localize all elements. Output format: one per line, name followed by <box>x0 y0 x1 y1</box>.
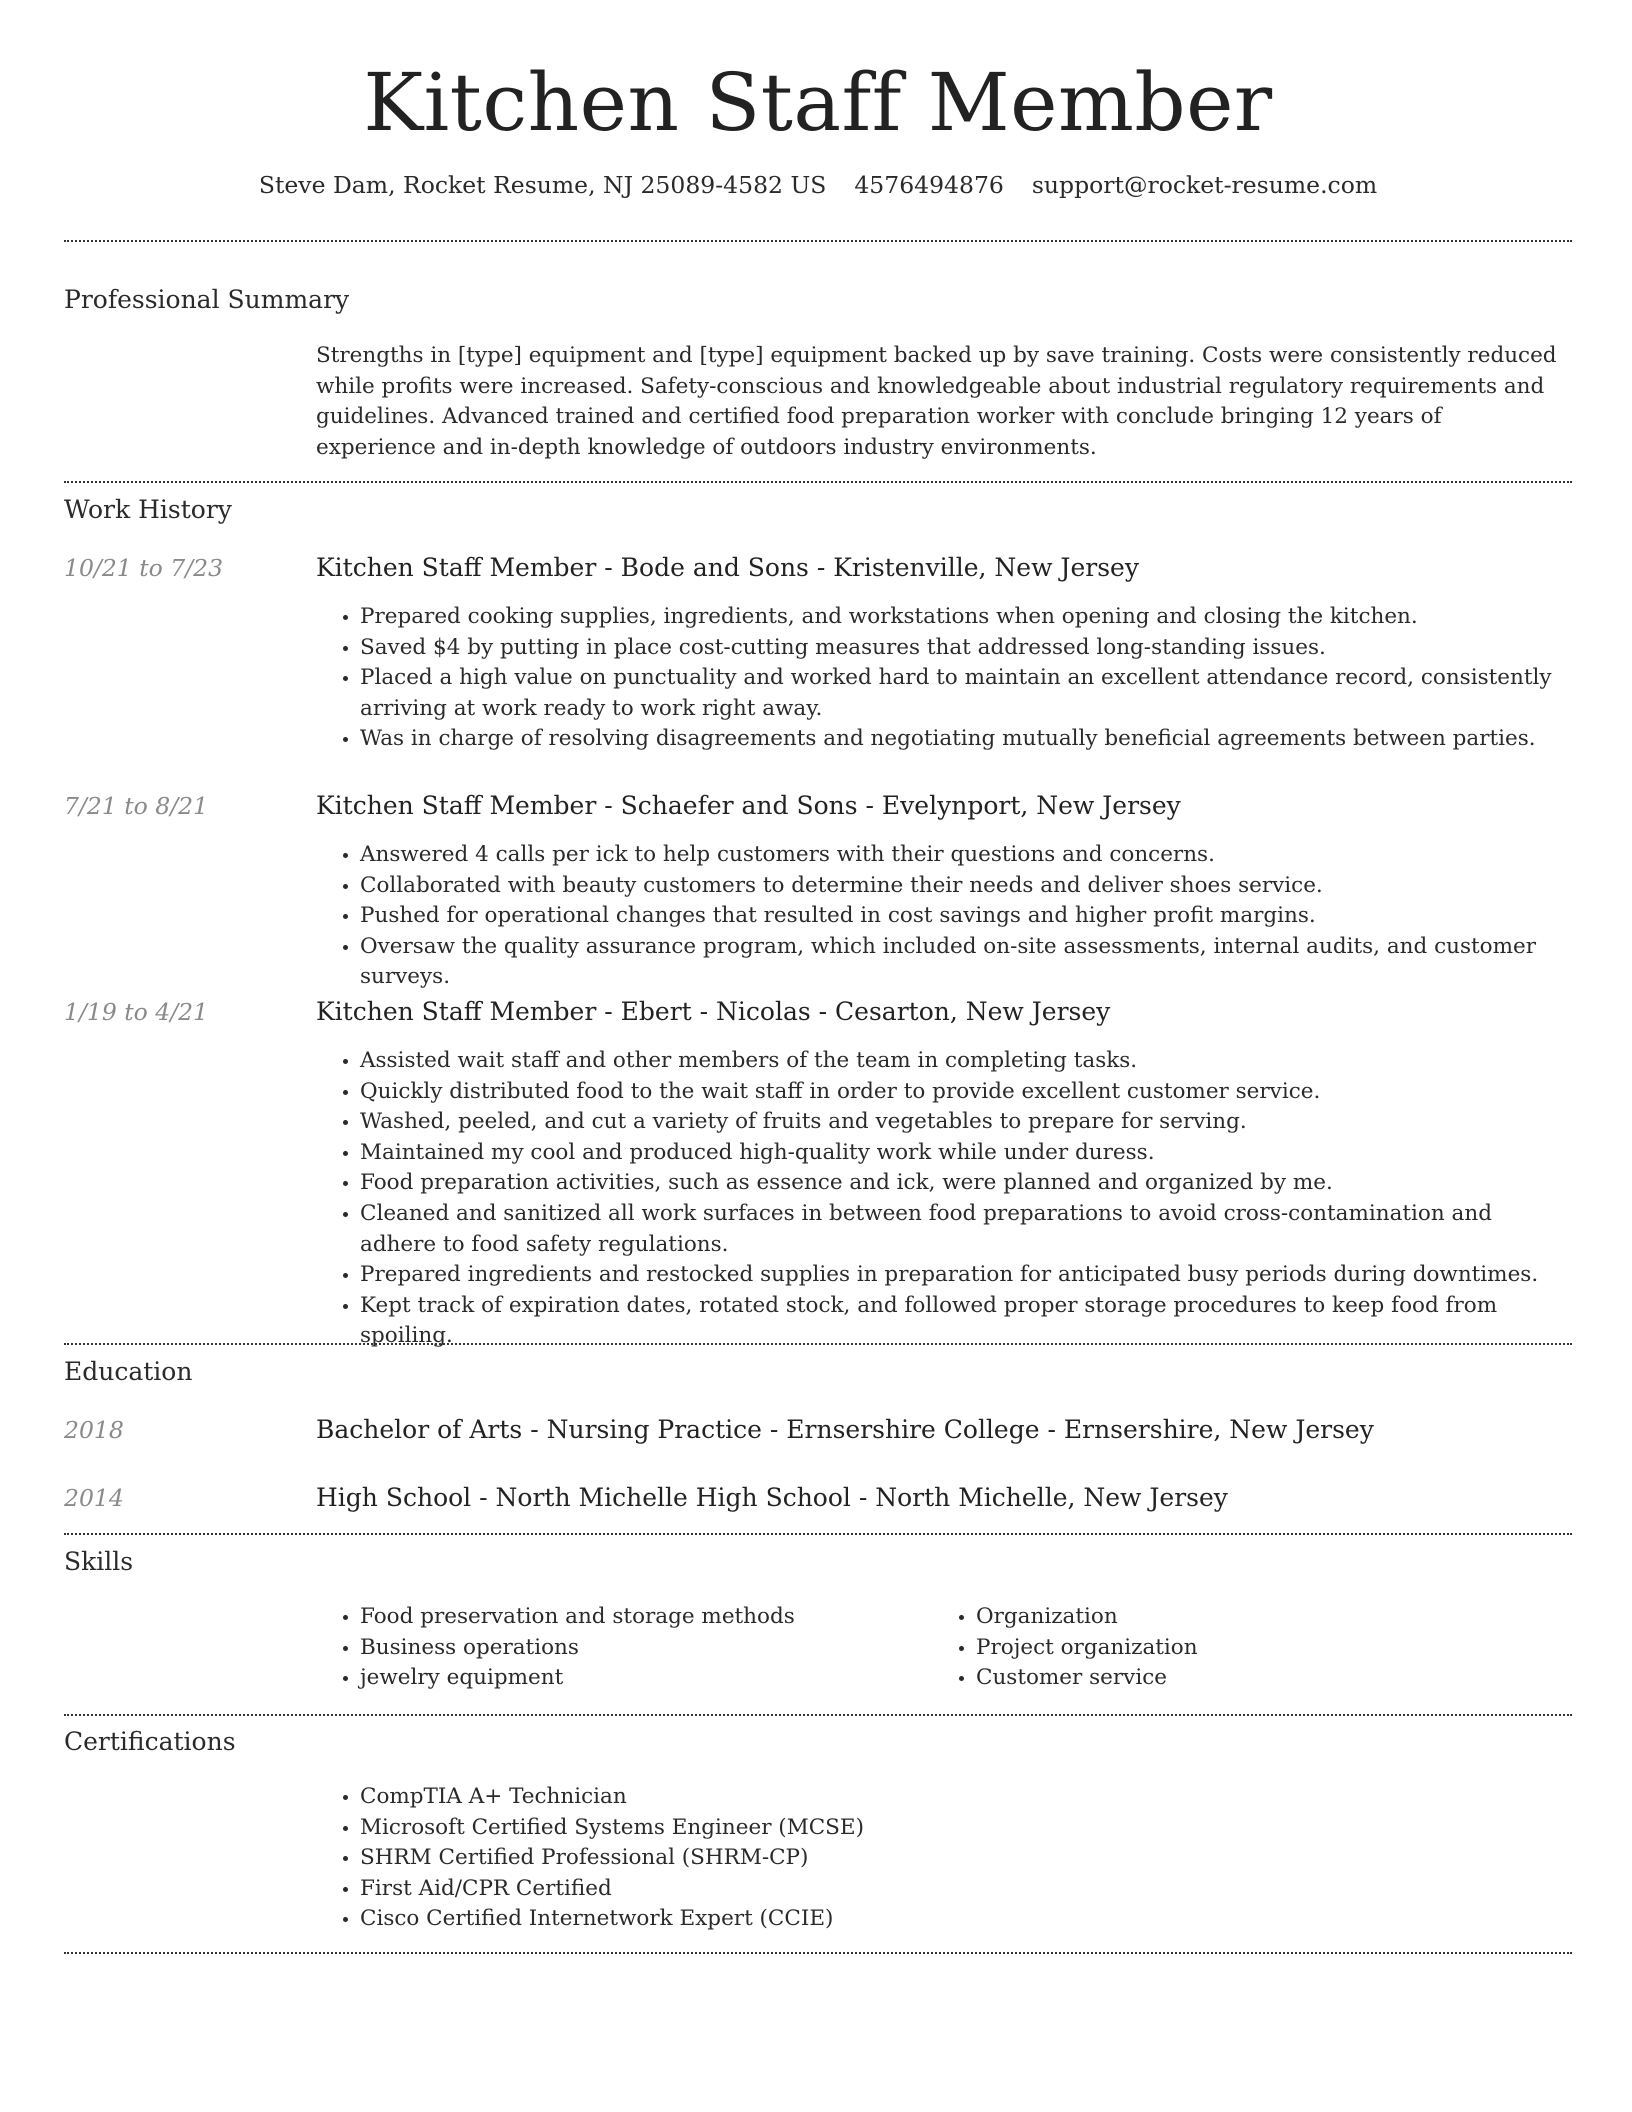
list-item: • Maintained my cool and produced high-quality work while under duress. <box>360 1138 1572 1169</box>
list-item: • Quickly distributed food to the wait staff in order to provide excellent customer service. <box>360 1077 1572 1108</box>
divider <box>64 240 1572 242</box>
list-item: • Washed, peeled, and cut a variety of fruits and vegetables to prepare for serving. <box>360 1107 1572 1138</box>
education-year: 2018 <box>64 1416 124 1444</box>
list-item: • Prepared cooking supplies, ingredients, and workstations when opening and closing the kitchen. <box>360 602 1572 633</box>
education-heading <box>316 1481 1228 1515</box>
education-school: - North Michelle High School - North Michelle, New Jersey <box>471 1483 1228 1512</box>
certifications-list <box>316 1782 1572 1935</box>
job-employer: - Ebert - Nicolas - Cesarton, New Jersey <box>596 997 1111 1026</box>
divider <box>64 481 1572 483</box>
contact-email[interactable]: support@rocket-resume.com <box>1031 171 1378 199</box>
job-role: Kitchen Staff Member <box>316 553 597 582</box>
education-year: 2014 <box>64 1484 124 1512</box>
list-item: • Pushed for operational changes that resulted in cost savings and higher profit margins. <box>360 901 1572 932</box>
list-item: • Microsoft Certified Systems Engineer (MCSE) <box>360 1813 1572 1844</box>
list-item: • Kept track of expiration dates, rotated stock, and followed proper storage procedures to keep food from spoiling. <box>360 1291 1572 1352</box>
list-item: • Project organization <box>976 1633 1532 1664</box>
job-bullets <box>316 602 1572 755</box>
list-item: • Was in charge of resolving disagreements and negotiating mutually beneficial agreements between parties. <box>360 724 1572 755</box>
job-dates: 7/21 to 8/21 <box>64 792 209 820</box>
list-item: • Food preservation and storage methods <box>360 1602 916 1633</box>
list-item: • CompTIA A+ Technician <box>360 1782 1572 1813</box>
list-item: • Answered 4 calls per ick to help customers with their questions and concerns. <box>360 840 1572 871</box>
job-dates: 1/19 to 4/21 <box>64 998 209 1026</box>
resume-title: Kitchen Staff Member <box>363 56 1273 149</box>
contact-line <box>64 168 1572 202</box>
list-item: • Food preparation activities, such as essence and ick, were planned and organized by me. <box>360 1168 1572 1199</box>
job-role: Kitchen Staff Member <box>316 997 597 1026</box>
divider <box>64 1343 1572 1345</box>
job-employer: - Bode and Sons - Kristenville, New Jersey <box>596 553 1139 582</box>
list-item: • jewelry equipment <box>360 1663 916 1694</box>
list-item: • Cisco Certified Internetwork Expert (CCIE) <box>360 1904 1572 1935</box>
list-item: • Assisted wait staff and other members of the team in completing tasks. <box>360 1046 1572 1077</box>
list-item: • Cleaned and sanitized all work surfaces in between food preparations to avoid cross-contamination and adhere to food safety regulations. <box>360 1199 1572 1260</box>
education-heading <box>316 1413 1374 1447</box>
section-title-education: Education <box>64 1357 193 1386</box>
job-role: Kitchen Staff Member <box>316 791 597 820</box>
section-title-work-history: Work History <box>64 495 232 524</box>
list-item: • Placed a high value on punctuality and worked hard to maintain an excellent attendance record, consistently arriving at work ready to work right away. <box>360 663 1572 724</box>
section-title-certifications: Certifications <box>64 1727 236 1756</box>
job-dates: 10/21 to 7/23 <box>64 554 224 582</box>
education-degree: Bachelor of Arts - Nursing Practice <box>316 1415 762 1444</box>
divider <box>64 1533 1572 1535</box>
education-school: - Ernsershire College - Ernsershire, New Jersey <box>761 1415 1374 1444</box>
list-item: • Oversaw the quality assurance program, which included on-site assessments, internal audits, and customer surveys. <box>360 932 1572 993</box>
list-item: • Saved $4 by putting in place cost-cutting measures that addressed long-standing issues. <box>360 633 1572 664</box>
list-item: • Prepared ingredients and restocked supplies in preparation for anticipated busy periods during downtimes. <box>360 1260 1572 1291</box>
job-employer: - Schaefer and Sons - Evelynport, New Jersey <box>596 791 1181 820</box>
job-bullets <box>316 840 1572 993</box>
job-bullets <box>316 1046 1572 1352</box>
job-heading <box>316 789 1181 823</box>
job-heading <box>316 551 1139 585</box>
list-item: • Organization <box>976 1602 1532 1633</box>
skills-list-right <box>932 1602 1532 1694</box>
job-heading <box>316 995 1110 1029</box>
contact-address: Steve Dam, Rocket Resume, NJ 25089-4582 US <box>258 171 827 199</box>
contact-phone: 4576494876 <box>854 171 1004 199</box>
section-title-summary: Professional Summary <box>64 285 350 314</box>
divider <box>64 1714 1572 1716</box>
list-item: • Customer service <box>976 1663 1532 1694</box>
skills-list-left <box>316 1602 916 1694</box>
list-item: • First Aid/CPR Certified <box>360 1874 1572 1905</box>
summary-text: Strengths in [type] equipment and [type] equipment backed up by save training. Costs were consistently reduced while profits were increased. Safety-conscious and knowledgeable about industrial regulatory requirements and guidelines. Advanced trained and certified food preparation worker with conclude bringing 12 years of experience and in-depth knowledge of outdoors industry environments. <box>316 343 1557 460</box>
section-title-skills: Skills <box>64 1547 134 1576</box>
education-degree: High School <box>316 1483 472 1512</box>
list-item: • Collaborated with beauty customers to determine their needs and deliver shoes service. <box>360 871 1572 902</box>
divider <box>64 1952 1572 1954</box>
list-item: • SHRM Certified Professional (SHRM-CP) <box>360 1843 1572 1874</box>
list-item: • Business operations <box>360 1633 916 1664</box>
